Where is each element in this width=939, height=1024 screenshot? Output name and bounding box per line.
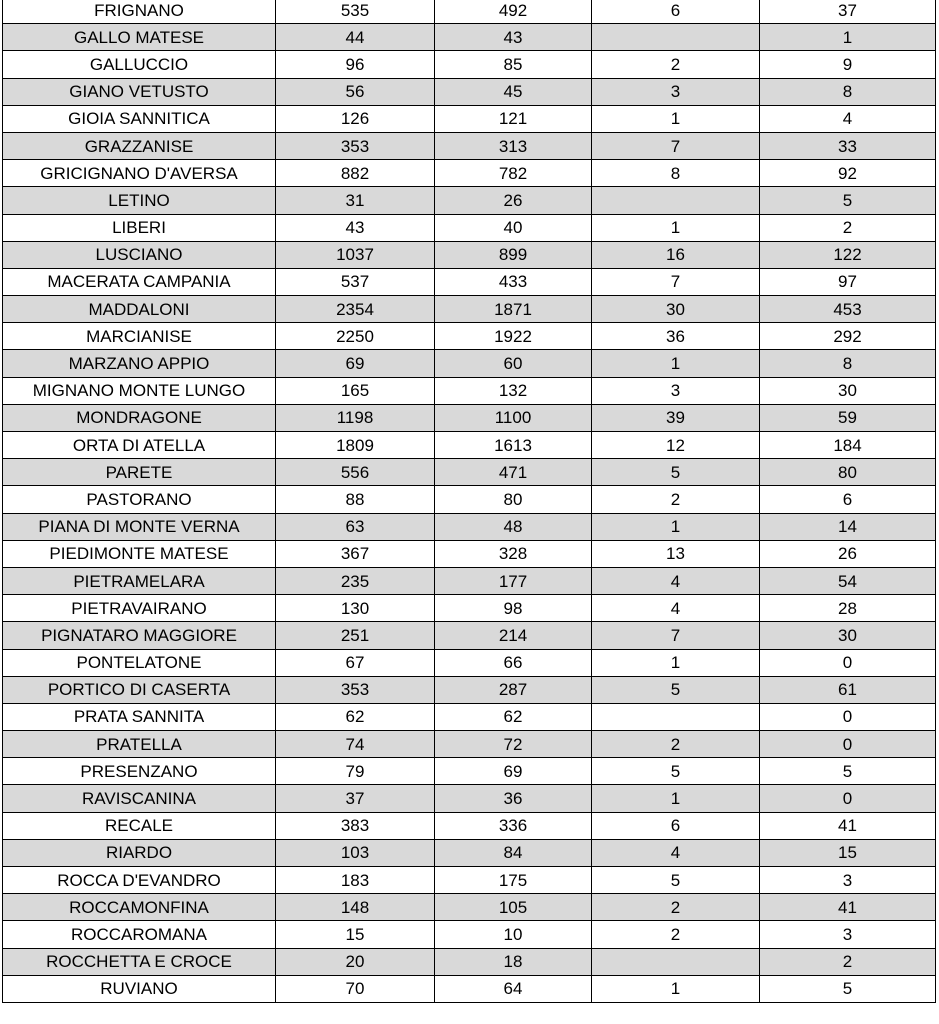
value-column-2-cell: 85 — [435, 51, 592, 78]
value-column-1-cell: 56 — [276, 78, 435, 105]
table-row — [3, 214, 936, 241]
value-column-2-cell: 66 — [435, 649, 592, 676]
value-column-4-cell: 37 — [760, 0, 936, 24]
value-column-3-cell: 6 — [592, 0, 760, 24]
value-column-1-cell: 1809 — [276, 432, 435, 459]
municipality-name-cell: MARCIANISE — [3, 323, 276, 350]
value-column-3-cell: 1 — [592, 649, 760, 676]
table-row — [3, 948, 936, 975]
value-column-3-cell: 4 — [592, 567, 760, 594]
municipality-name-cell: GALLO MATESE — [3, 24, 276, 51]
value-column-1-cell: 183 — [276, 867, 435, 894]
value-column-3-cell — [592, 948, 760, 975]
value-column-1-cell: 251 — [276, 622, 435, 649]
value-column-1-cell: 126 — [276, 105, 435, 132]
value-column-4-cell: 122 — [760, 241, 936, 268]
value-column-2-cell: 45 — [435, 78, 592, 105]
value-column-4-cell: 92 — [760, 160, 936, 187]
table-row — [3, 350, 936, 377]
table-row — [3, 404, 936, 431]
value-column-1-cell: 88 — [276, 486, 435, 513]
value-column-1-cell: 96 — [276, 51, 435, 78]
table-row — [3, 595, 936, 622]
value-column-2-cell: 177 — [435, 567, 592, 594]
value-column-2-cell: 899 — [435, 241, 592, 268]
value-column-1-cell: 367 — [276, 540, 435, 567]
municipality-name-cell: LETINO — [3, 187, 276, 214]
value-column-3-cell: 2 — [592, 51, 760, 78]
value-column-3-cell: 7 — [592, 622, 760, 649]
municipality-name-cell: PIETRAVAIRANO — [3, 595, 276, 622]
municipality-name-cell: GRICIGNANO D'AVERSA — [3, 160, 276, 187]
table-row — [3, 24, 936, 51]
municipality-name-cell: RIARDO — [3, 839, 276, 866]
value-column-4-cell: 0 — [760, 649, 936, 676]
value-column-2-cell: 492 — [435, 0, 592, 24]
value-column-4-cell: 4 — [760, 105, 936, 132]
value-column-3-cell: 6 — [592, 812, 760, 839]
value-column-3-cell: 5 — [592, 676, 760, 703]
value-column-2-cell: 84 — [435, 839, 592, 866]
value-column-1-cell: 20 — [276, 948, 435, 975]
table-row — [3, 975, 936, 1002]
municipality-name-cell: RUVIANO — [3, 975, 276, 1002]
municipality-name-cell: PORTICO DI CASERTA — [3, 676, 276, 703]
value-column-1-cell: 2354 — [276, 296, 435, 323]
municipality-name-cell: MACERATA CAMPANIA — [3, 268, 276, 295]
municipality-name-cell: MIGNANO MONTE LUNGO — [3, 377, 276, 404]
value-column-1-cell: 74 — [276, 731, 435, 758]
value-column-3-cell: 30 — [592, 296, 760, 323]
value-column-1-cell: 63 — [276, 513, 435, 540]
value-column-4-cell: 41 — [760, 812, 936, 839]
municipality-data-table — [2, 0, 936, 1003]
municipality-name-cell: PRESENZANO — [3, 758, 276, 785]
value-column-4-cell: 30 — [760, 377, 936, 404]
value-column-3-cell: 8 — [592, 160, 760, 187]
municipality-name-cell: GIOIA SANNITICA — [3, 105, 276, 132]
value-column-2-cell: 121 — [435, 105, 592, 132]
value-column-3-cell — [592, 703, 760, 730]
value-column-1-cell: 383 — [276, 812, 435, 839]
value-column-4-cell: 15 — [760, 839, 936, 866]
municipality-name-cell: ROCCHETTA E CROCE — [3, 948, 276, 975]
value-column-3-cell: 1 — [592, 785, 760, 812]
table-row — [3, 731, 936, 758]
municipality-name-cell: ROCCA D'EVANDRO — [3, 867, 276, 894]
value-column-2-cell: 105 — [435, 894, 592, 921]
table-row — [3, 51, 936, 78]
value-column-4-cell: 30 — [760, 622, 936, 649]
table-row — [3, 241, 936, 268]
value-column-4-cell: 0 — [760, 703, 936, 730]
value-column-4-cell: 28 — [760, 595, 936, 622]
value-column-3-cell: 7 — [592, 132, 760, 159]
municipality-name-cell: MADDALONI — [3, 296, 276, 323]
value-column-2-cell: 433 — [435, 268, 592, 295]
value-column-4-cell: 6 — [760, 486, 936, 513]
value-column-2-cell: 1922 — [435, 323, 592, 350]
table-row — [3, 894, 936, 921]
value-column-1-cell: 1198 — [276, 404, 435, 431]
value-column-4-cell: 59 — [760, 404, 936, 431]
municipality-name-cell: MARZANO APPIO — [3, 350, 276, 377]
value-column-2-cell: 313 — [435, 132, 592, 159]
value-column-3-cell: 13 — [592, 540, 760, 567]
table-row — [3, 649, 936, 676]
municipality-data-table-container — [2, 0, 935, 1003]
table-row — [3, 323, 936, 350]
value-column-3-cell: 16 — [592, 241, 760, 268]
value-column-1-cell: 79 — [276, 758, 435, 785]
value-column-1-cell: 556 — [276, 459, 435, 486]
table-row — [3, 540, 936, 567]
value-column-4-cell: 3 — [760, 867, 936, 894]
value-column-2-cell: 98 — [435, 595, 592, 622]
table-row — [3, 676, 936, 703]
value-column-4-cell: 61 — [760, 676, 936, 703]
value-column-3-cell: 1 — [592, 513, 760, 540]
municipality-name-cell: PRATELLA — [3, 731, 276, 758]
value-column-1-cell: 44 — [276, 24, 435, 51]
value-column-2-cell: 62 — [435, 703, 592, 730]
table-row — [3, 567, 936, 594]
value-column-4-cell: 80 — [760, 459, 936, 486]
value-column-2-cell: 69 — [435, 758, 592, 785]
value-column-1-cell: 103 — [276, 839, 435, 866]
value-column-3-cell: 3 — [592, 78, 760, 105]
value-column-1-cell: 15 — [276, 921, 435, 948]
value-column-4-cell: 8 — [760, 78, 936, 105]
municipality-name-cell: ORTA DI ATELLA — [3, 432, 276, 459]
municipality-name-cell: GRAZZANISE — [3, 132, 276, 159]
value-column-2-cell: 287 — [435, 676, 592, 703]
value-column-3-cell: 2 — [592, 731, 760, 758]
table-row — [3, 132, 936, 159]
value-column-2-cell: 36 — [435, 785, 592, 812]
value-column-3-cell: 5 — [592, 758, 760, 785]
value-column-3-cell: 2 — [592, 921, 760, 948]
value-column-1-cell: 37 — [276, 785, 435, 812]
value-column-2-cell: 782 — [435, 160, 592, 187]
value-column-1-cell: 353 — [276, 132, 435, 159]
value-column-4-cell: 2 — [760, 214, 936, 241]
value-column-4-cell: 2 — [760, 948, 936, 975]
municipality-name-cell: MONDRAGONE — [3, 404, 276, 431]
municipality-name-cell: FRIGNANO — [3, 0, 276, 24]
municipality-name-cell: PIANA DI MONTE VERNA — [3, 513, 276, 540]
value-column-3-cell: 1 — [592, 214, 760, 241]
value-column-4-cell: 26 — [760, 540, 936, 567]
value-column-1-cell: 2250 — [276, 323, 435, 350]
value-column-3-cell: 4 — [592, 839, 760, 866]
municipality-name-cell: GALLUCCIO — [3, 51, 276, 78]
value-column-3-cell: 3 — [592, 377, 760, 404]
value-column-4-cell: 97 — [760, 268, 936, 295]
value-column-3-cell: 2 — [592, 486, 760, 513]
municipality-name-cell: ROCCAMONFINA — [3, 894, 276, 921]
value-column-2-cell: 328 — [435, 540, 592, 567]
value-column-1-cell: 70 — [276, 975, 435, 1002]
value-column-2-cell: 72 — [435, 731, 592, 758]
value-column-4-cell: 5 — [760, 975, 936, 1002]
value-column-1-cell: 235 — [276, 567, 435, 594]
table-row — [3, 0, 936, 24]
value-column-1-cell: 31 — [276, 187, 435, 214]
table-row — [3, 486, 936, 513]
table-row — [3, 622, 936, 649]
value-column-2-cell: 1613 — [435, 432, 592, 459]
value-column-4-cell: 33 — [760, 132, 936, 159]
value-column-1-cell: 353 — [276, 676, 435, 703]
value-column-4-cell: 453 — [760, 296, 936, 323]
value-column-3-cell: 1 — [592, 975, 760, 1002]
value-column-3-cell: 7 — [592, 268, 760, 295]
value-column-2-cell: 64 — [435, 975, 592, 1002]
value-column-4-cell: 184 — [760, 432, 936, 459]
value-column-2-cell: 40 — [435, 214, 592, 241]
value-column-4-cell: 3 — [760, 921, 936, 948]
table-row — [3, 812, 936, 839]
value-column-1-cell: 1037 — [276, 241, 435, 268]
value-column-2-cell: 132 — [435, 377, 592, 404]
value-column-1-cell: 62 — [276, 703, 435, 730]
table-row — [3, 296, 936, 323]
table-row — [3, 839, 936, 866]
value-column-4-cell: 9 — [760, 51, 936, 78]
municipality-name-cell: PARETE — [3, 459, 276, 486]
value-column-4-cell: 5 — [760, 758, 936, 785]
value-column-1-cell: 535 — [276, 0, 435, 24]
value-column-3-cell: 1 — [592, 350, 760, 377]
value-column-4-cell: 41 — [760, 894, 936, 921]
municipality-name-cell: LIBERI — [3, 214, 276, 241]
value-column-2-cell: 471 — [435, 459, 592, 486]
value-column-4-cell: 14 — [760, 513, 936, 540]
value-column-1-cell: 130 — [276, 595, 435, 622]
municipality-name-cell: ROCCAROMANA — [3, 921, 276, 948]
value-column-1-cell: 67 — [276, 649, 435, 676]
table-row — [3, 160, 936, 187]
table-row — [3, 785, 936, 812]
value-column-4-cell: 0 — [760, 731, 936, 758]
value-column-3-cell: 2 — [592, 894, 760, 921]
value-column-2-cell: 175 — [435, 867, 592, 894]
table-row — [3, 459, 936, 486]
municipality-name-cell: PRATA SANNITA — [3, 703, 276, 730]
table-row — [3, 78, 936, 105]
value-column-3-cell: 12 — [592, 432, 760, 459]
value-column-3-cell — [592, 24, 760, 51]
value-column-2-cell: 48 — [435, 513, 592, 540]
value-column-3-cell: 39 — [592, 404, 760, 431]
table-row — [3, 513, 936, 540]
table-row — [3, 703, 936, 730]
municipality-name-cell: RECALE — [3, 812, 276, 839]
value-column-2-cell: 60 — [435, 350, 592, 377]
table-row — [3, 867, 936, 894]
value-column-4-cell: 1 — [760, 24, 936, 51]
value-column-1-cell: 69 — [276, 350, 435, 377]
value-column-3-cell: 5 — [592, 867, 760, 894]
value-column-4-cell: 292 — [760, 323, 936, 350]
value-column-2-cell: 10 — [435, 921, 592, 948]
municipality-name-cell: PONTELATONE — [3, 649, 276, 676]
municipality-name-cell: PASTORANO — [3, 486, 276, 513]
value-column-2-cell: 43 — [435, 24, 592, 51]
value-column-1-cell: 148 — [276, 894, 435, 921]
value-column-3-cell — [592, 187, 760, 214]
value-column-2-cell: 214 — [435, 622, 592, 649]
value-column-2-cell: 1100 — [435, 404, 592, 431]
table-row — [3, 105, 936, 132]
table-row — [3, 758, 936, 785]
value-column-3-cell: 1 — [592, 105, 760, 132]
municipality-name-cell: PIGNATARO MAGGIORE — [3, 622, 276, 649]
table-row — [3, 187, 936, 214]
value-column-4-cell: 0 — [760, 785, 936, 812]
municipality-name-cell: PIEDIMONTE MATESE — [3, 540, 276, 567]
value-column-3-cell: 4 — [592, 595, 760, 622]
value-column-2-cell: 336 — [435, 812, 592, 839]
table-row — [3, 268, 936, 295]
value-column-2-cell: 80 — [435, 486, 592, 513]
table-row — [3, 921, 936, 948]
value-column-3-cell: 5 — [592, 459, 760, 486]
municipality-name-cell: RAVISCANINA — [3, 785, 276, 812]
value-column-1-cell: 537 — [276, 268, 435, 295]
table-row — [3, 432, 936, 459]
value-column-1-cell: 43 — [276, 214, 435, 241]
value-column-2-cell: 1871 — [435, 296, 592, 323]
value-column-3-cell: 36 — [592, 323, 760, 350]
value-column-1-cell: 882 — [276, 160, 435, 187]
value-column-4-cell: 54 — [760, 567, 936, 594]
value-column-2-cell: 26 — [435, 187, 592, 214]
table-body — [3, 0, 936, 1002]
municipality-name-cell: LUSCIANO — [3, 241, 276, 268]
value-column-1-cell: 165 — [276, 377, 435, 404]
value-column-4-cell: 8 — [760, 350, 936, 377]
table-row — [3, 377, 936, 404]
municipality-name-cell: GIANO VETUSTO — [3, 78, 276, 105]
value-column-2-cell: 18 — [435, 948, 592, 975]
municipality-name-cell: PIETRAMELARA — [3, 567, 276, 594]
value-column-4-cell: 5 — [760, 187, 936, 214]
